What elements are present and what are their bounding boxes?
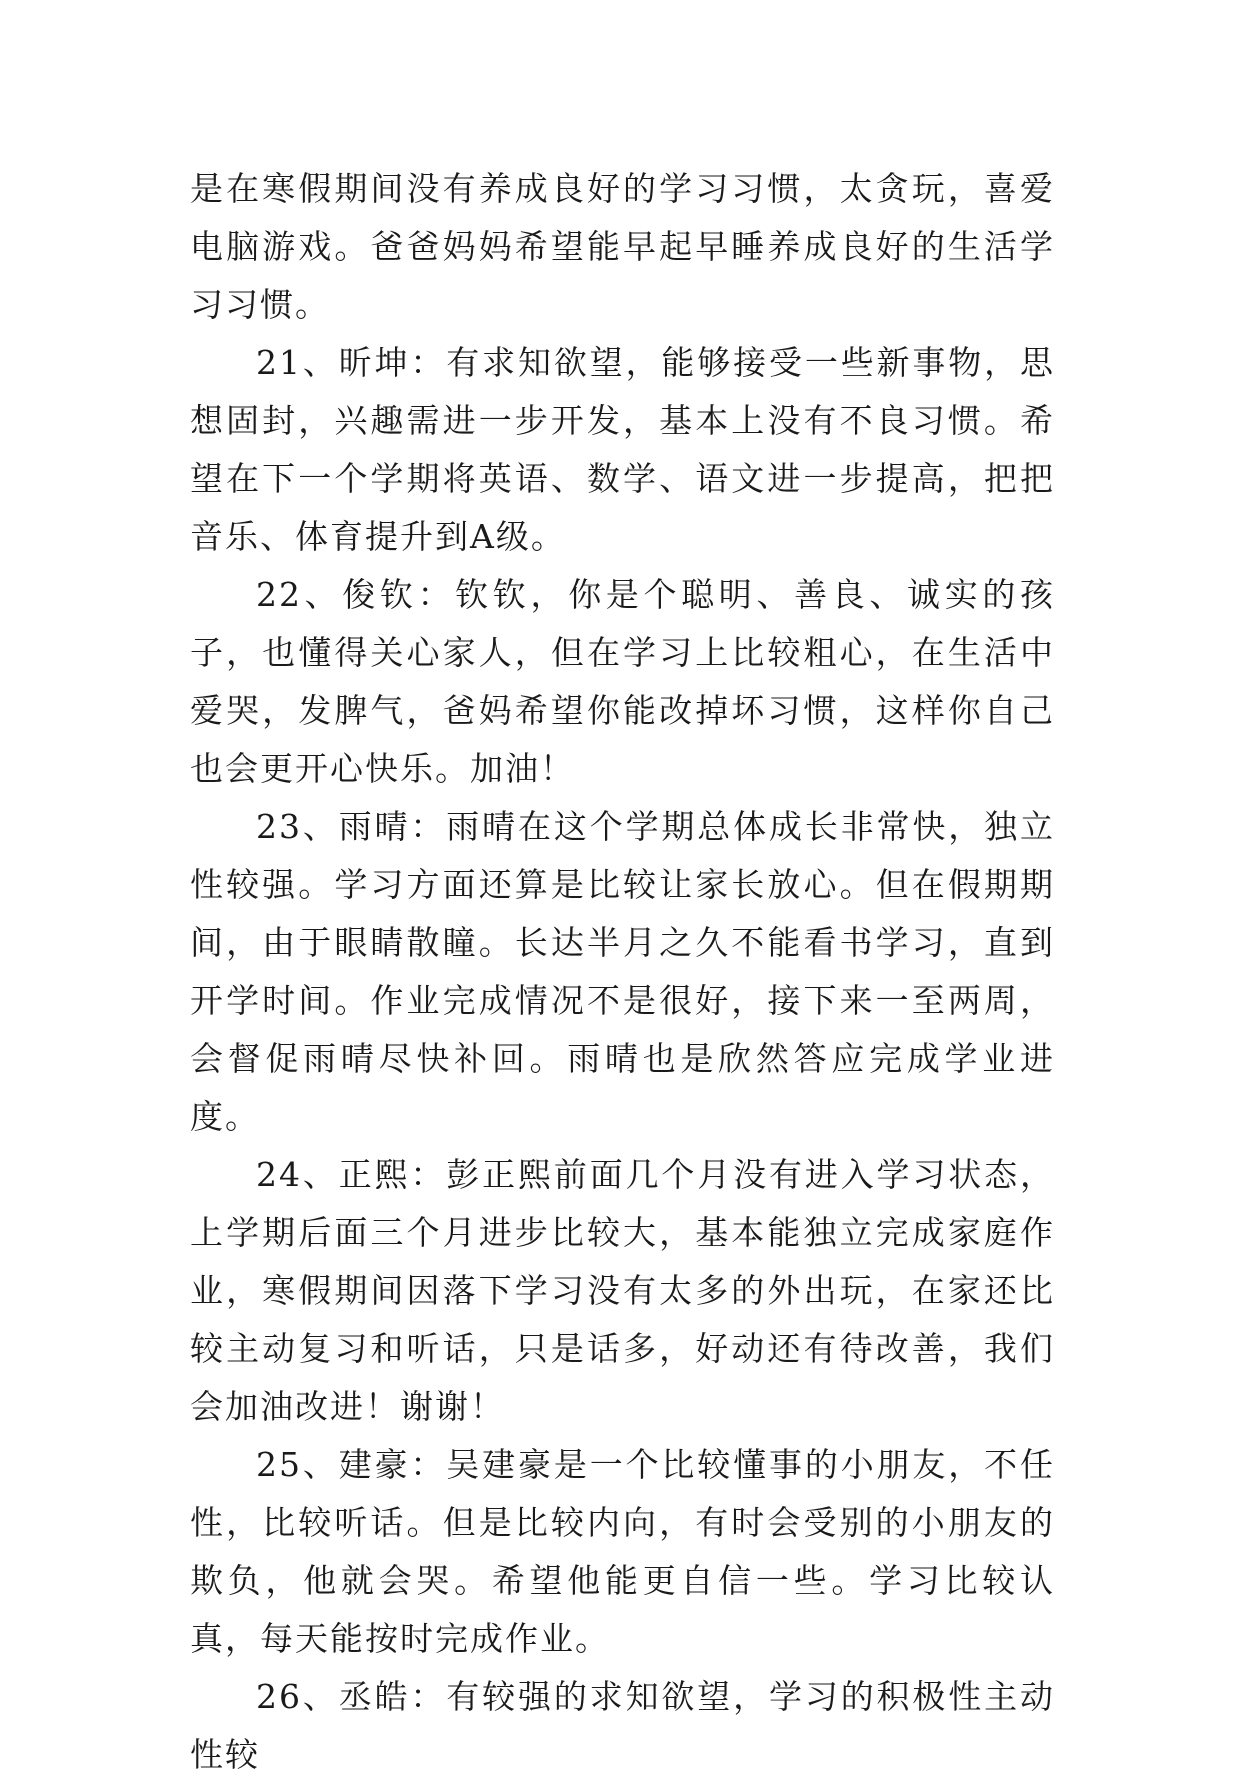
paragraph-entry-21: 21、昕坤：有求知欲望，能够接受一些新事物，思想固封，兴趣需进一步开发，基本上没有不良习惯。希望在下一个学期将英语、数学、语文进一步提高，把把音乐、体育提升到A级。 <box>190 343 1055 556</box>
paragraph-entry-24: 24、正熙：彭正熙前面几个月没有进入学习状态，上学期后面三个月进步比较大，基本能独立完成家庭作业，寒假期间因落下学习没有太多的外出玩，在家还比较主动复习和听话，只是话多，好动还有待改善，我们会加油改进！谢谢！ <box>190 1155 1055 1426</box>
paragraph-entry-22: 22、俊钦：钦钦，你是个聪明、善良、诚实的孩子，也懂得关心家人，但在学习上比较粗心，在生活中爱哭，发脾气，爸妈希望你能改掉坏习惯，这样你自己也会更开心快乐。加油！ <box>190 575 1055 788</box>
paragraph-entry-23: 23、雨晴：雨晴在这个学期总体成长非常快，独立性较强。学习方面还算是比较让家长放心。但在假期期间，由于眼睛散瞳。长达半月之久不能看书学习，直到开学时间。作业完成情况不是很好，接下来一至两周，会督促雨晴尽快补回。雨晴也是欣然答应完成学业进度。 <box>190 807 1055 1136</box>
document-body <box>190 160 1055 1784</box>
paragraph-continuation: 是在寒假期间没有养成良好的学习习惯，太贪玩，喜爱电脑游戏。爸爸妈妈希望能早起早睡养成良好的生活学习习惯。 <box>190 169 1055 324</box>
paragraph-entry-26: 26、丞皓：有较强的求知欲望，学习的积极性主动性较 <box>190 1677 1055 1774</box>
paragraph-entry-25: 25、建豪：吴建豪是一个比较懂事的小朋友，不任性，比较听话。但是比较内向，有时会受别的小朋友的欺负，他就会哭。希望他能更自信一些。学习比较认真，每天能按时完成作业。 <box>190 1445 1055 1658</box>
